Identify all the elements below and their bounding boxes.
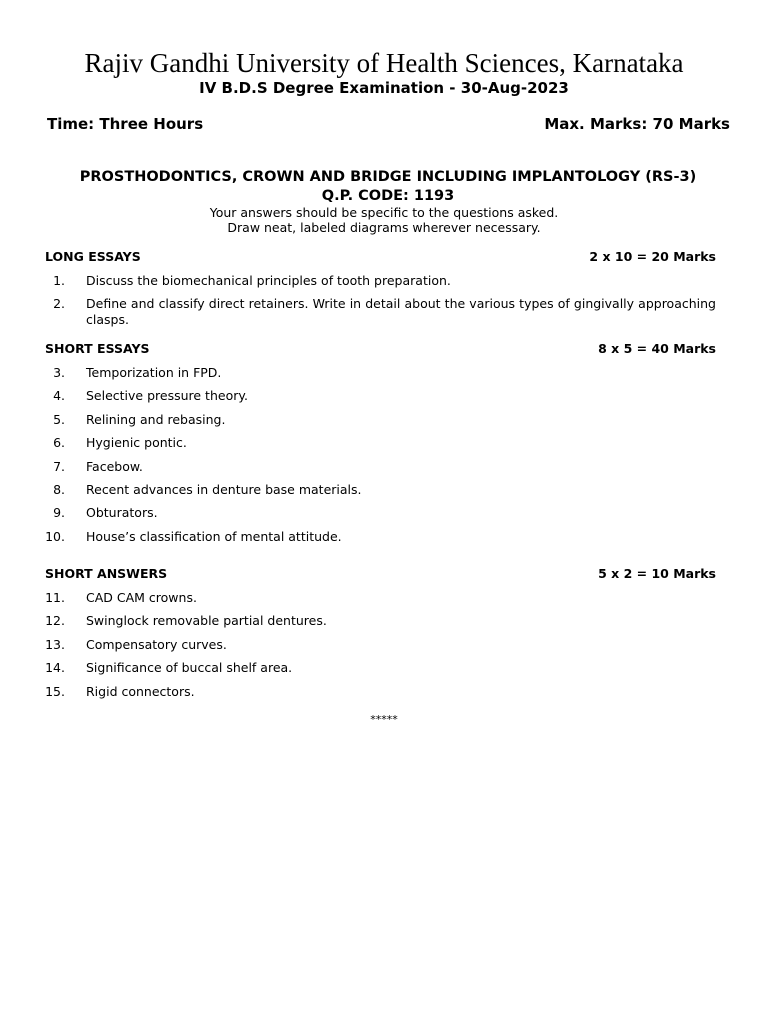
section-header (45, 566, 716, 582)
question-number: 9. (53, 505, 65, 521)
exam-meta-row (47, 114, 730, 134)
question-item (45, 684, 716, 700)
question-item (45, 505, 716, 521)
question-item (45, 435, 716, 451)
question-item (45, 637, 716, 653)
exam-title: IV B.D.S Degree Examination - 30-Aug-2023 (199, 79, 569, 97)
question-number: 14. (45, 660, 65, 676)
question-text: Selective pressure theory. (86, 388, 248, 404)
question-text: Obturators. (86, 505, 158, 521)
university-name: Rajiv Gandhi University of Health Sciences, Karnataka (84, 48, 684, 78)
instruction-line: Your answers should be specific to the questions asked. (209, 205, 559, 220)
question-text: Facebow. (86, 458, 143, 474)
question-number: 3. (53, 365, 65, 380)
question-number: 4. (53, 388, 65, 404)
question-text: Hygienic pontic. (86, 435, 187, 451)
question-text: Rigid connectors. (86, 683, 195, 699)
question-list (45, 273, 716, 328)
section-marks: 5 x 2 = 10 Marks (598, 566, 716, 581)
question-number: 15. (45, 683, 65, 699)
section-header (45, 249, 716, 265)
question-number: 7. (53, 458, 65, 474)
end-mark: ***** (370, 713, 398, 726)
instruction-line: Draw neat, labeled diagrams wherever necessary. (227, 220, 541, 235)
section-marks: 8 x 5 = 40 Marks (598, 341, 716, 356)
section-header (45, 341, 716, 357)
question-text: Relining and rebasing. (86, 411, 226, 427)
instructions (0, 205, 768, 235)
question-number: 5. (53, 411, 65, 427)
section-title: SHORT ESSAYS (45, 341, 150, 356)
question-text: Swinglock removable partial dentures. (86, 613, 327, 629)
question-number: 6. (53, 435, 65, 451)
question-text: Significance of buccal shelf area. (86, 660, 293, 676)
question-item (45, 482, 716, 498)
question-number: 10. (45, 528, 65, 544)
section-long-essays (45, 249, 716, 328)
max-marks: Max. Marks: 70 Marks (544, 115, 730, 133)
question-number: 8. (53, 481, 65, 497)
question-text: Compensatory curves. (86, 636, 227, 652)
exam-duration: Time: Three Hours (47, 115, 204, 133)
question-text: Define and classify direct retainers. Write in detail about the various types of gingivally approaching clasps. (86, 296, 716, 327)
section-title: SHORT ANSWERS (45, 566, 168, 581)
question-item (45, 590, 716, 606)
question-item (45, 459, 716, 475)
question-item (45, 273, 716, 289)
question-text: Temporization in FPD. (86, 365, 222, 380)
question-number: 11. (45, 590, 65, 605)
section-short-essays (45, 341, 716, 545)
question-list (45, 590, 716, 700)
section-short-answers (45, 566, 716, 700)
question-item (45, 660, 716, 676)
question-item (45, 365, 716, 381)
section-marks: 2 x 10 = 20 Marks (589, 249, 716, 264)
question-text: Discuss the biomechanical principles of tooth preparation. (86, 273, 451, 288)
question-text: House’s classification of mental attitude. (86, 528, 342, 544)
section-title: LONG ESSAYS (45, 249, 141, 264)
question-item (45, 529, 716, 545)
subject-title: PROSTHODONTICS, CROWN AND BRIDGE INCLUDING IMPLANTOLOGY (RS-3) (79, 169, 697, 185)
question-item (45, 412, 716, 428)
question-item (45, 613, 716, 629)
question-text: Recent advances in denture base materials. (86, 481, 362, 497)
question-number: 2. (53, 296, 65, 311)
question-number: 13. (45, 636, 65, 652)
question-number: 12. (45, 613, 65, 629)
question-text: CAD CAM crowns. (86, 590, 197, 605)
question-item (45, 388, 716, 404)
question-list (45, 365, 716, 545)
qp-code: Q.P. CODE: 1193 (321, 188, 455, 204)
question-number: 1. (53, 273, 65, 288)
question-item (45, 296, 716, 328)
